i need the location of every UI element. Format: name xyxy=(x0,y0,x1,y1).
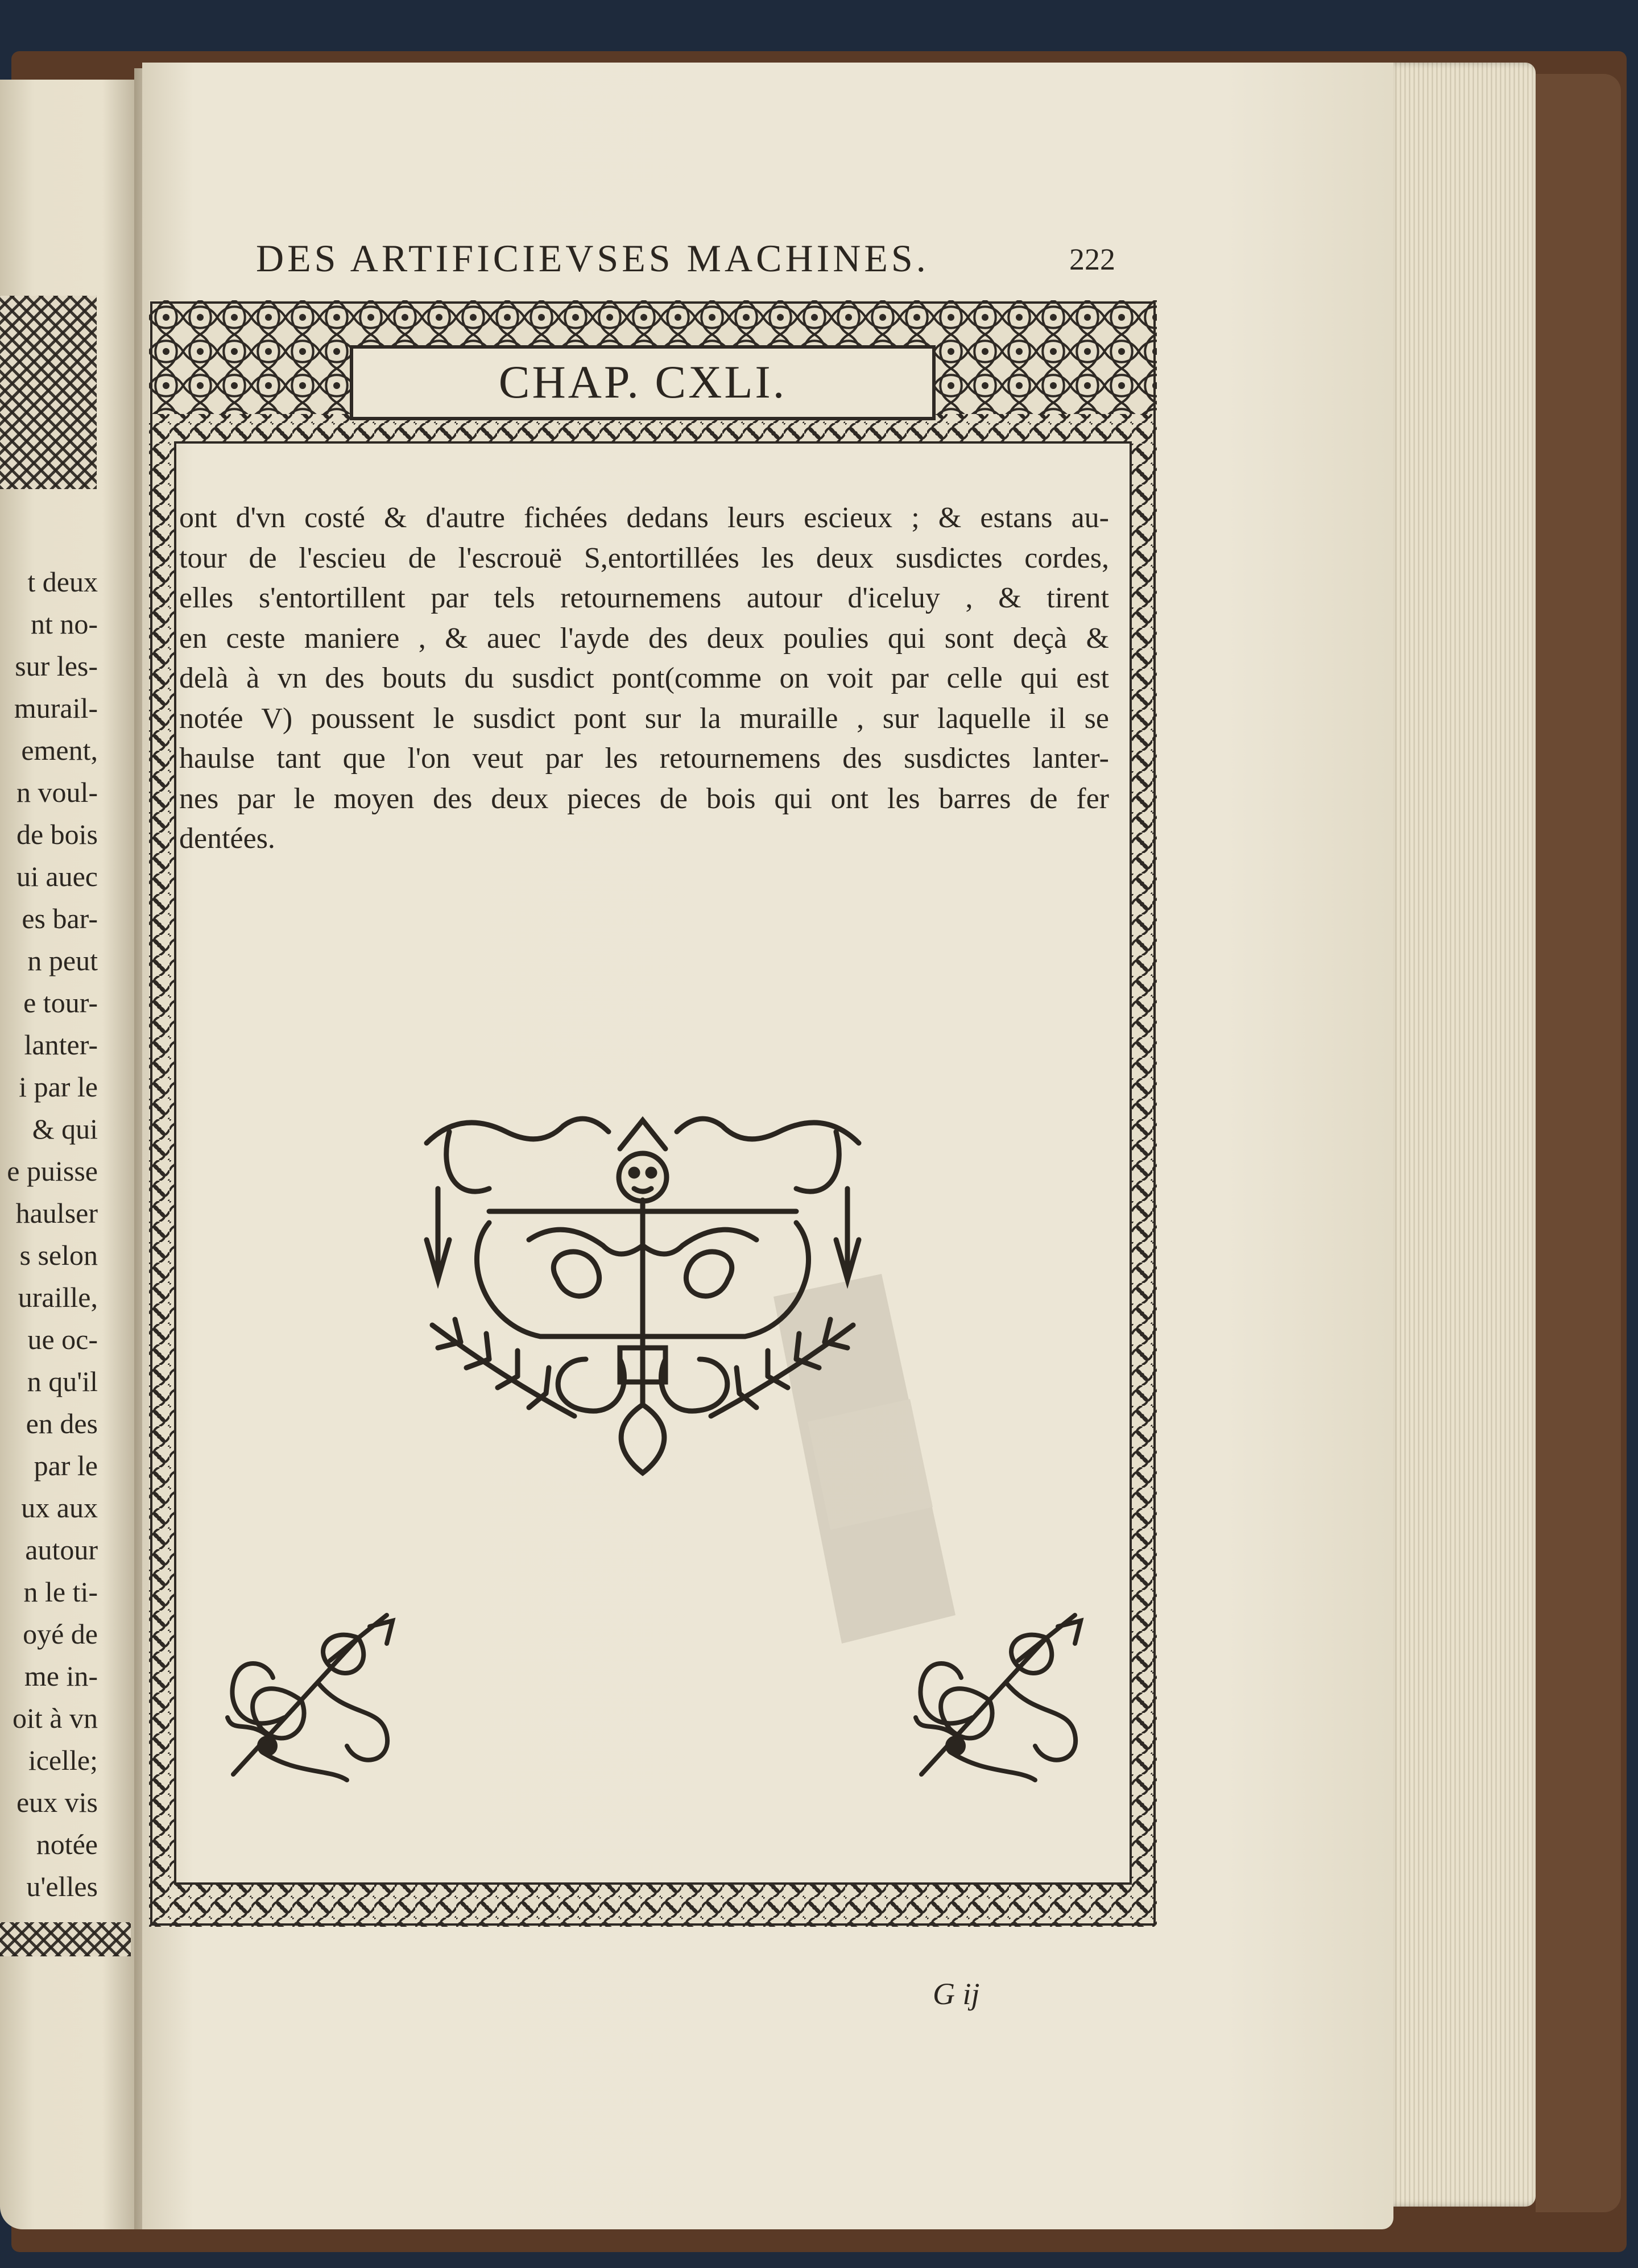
left-page-line: par le xyxy=(34,1450,98,1481)
body-line-1: ont d'vn costé & d'autre fichées dedans leurs escieux ; & estans au- xyxy=(179,502,1109,534)
left-page-line: sur les- xyxy=(15,650,98,682)
left-page-line: n qu'il xyxy=(27,1365,98,1397)
left-page-text xyxy=(0,557,98,1922)
left-page-line: autour xyxy=(25,1534,98,1566)
book-cover-edge xyxy=(1536,74,1621,2212)
left-page-line: n le ti- xyxy=(23,1576,98,1608)
left-page-line: murail- xyxy=(14,692,98,724)
left-page-line: de bois xyxy=(16,818,98,850)
body-line-3: elles s'entortillent par tels retournemens autour d'iceluy , & tirent xyxy=(179,582,1109,614)
left-page-line: notée xyxy=(36,1828,98,1860)
body-line-9: dentées. xyxy=(179,822,275,855)
left-page-line: ui auec xyxy=(16,860,98,892)
left-page-line: & qui xyxy=(32,1113,98,1145)
left-page-line: es bar- xyxy=(22,903,98,934)
left-page-ornament-bottom xyxy=(0,1922,131,1956)
woodcut-ornament-icon xyxy=(415,1109,870,1479)
left-page-line: u'elles xyxy=(26,1870,98,1902)
body-line-6: notée V) poussent le susdict pont sur la muraille , sur laquelle il se xyxy=(179,702,1109,735)
body-line-5: delà à vn des bouts du susdict pont(comme on voit par celle qui est xyxy=(179,662,1109,694)
body-text xyxy=(179,498,1109,859)
body-line-7: haulse tant que l'on veut par les retournemens des susdictes lanter- xyxy=(179,742,1109,775)
left-page-line: ement, xyxy=(21,734,98,766)
left-page-line: nt no- xyxy=(30,608,98,640)
left-page-line: icelle; xyxy=(28,1744,98,1776)
left-page-line: eux vis xyxy=(16,1786,98,1818)
left-page-line: ux aux xyxy=(21,1492,98,1524)
signature-mark: G ij xyxy=(933,1977,980,2011)
left-page-line: en des xyxy=(26,1408,98,1439)
left-page-line: e puisse xyxy=(7,1155,98,1187)
left-page-line: haulser xyxy=(15,1197,98,1229)
body-line-8: nes par le moyen des deux pieces de bois qui ont les barres de fer xyxy=(179,782,1109,815)
fleuron-right-icon xyxy=(904,1604,1092,1791)
left-page-line: uraille, xyxy=(18,1281,98,1313)
left-page-line: oyé de xyxy=(23,1618,98,1650)
fleuron-left-icon xyxy=(216,1604,404,1791)
left-page-line: s selon xyxy=(19,1239,98,1271)
body-line-4: en ceste maniere , & auec l'ayde des deux poulies qui sont deçà & xyxy=(179,622,1109,655)
left-page-line: e tour- xyxy=(23,987,98,1019)
left-page-line: lanter- xyxy=(24,1029,98,1061)
left-page-line: ue oc- xyxy=(27,1323,98,1355)
left-page-line: me in- xyxy=(24,1660,98,1692)
left-page-ornament-band xyxy=(0,296,97,489)
page-number: 222 xyxy=(1069,242,1115,276)
running-title: DES ARTIFICIEVSES MACHINES. xyxy=(256,237,929,280)
chapter-heading: CHAP. CXLI. xyxy=(498,356,787,408)
left-page-line: n peut xyxy=(27,945,98,976)
page-fore-edge xyxy=(1388,63,1536,2207)
left-page-line: oit à vn xyxy=(13,1702,98,1734)
left-page-line: t deux xyxy=(27,566,98,598)
left-page xyxy=(0,80,142,2229)
body-line-2: tour de l'escieu de l'escrouë S,entortillées les deux susdictes cordes, xyxy=(179,541,1109,574)
left-page-line: i par le xyxy=(19,1071,98,1103)
left-page-line: n voul- xyxy=(16,776,98,808)
